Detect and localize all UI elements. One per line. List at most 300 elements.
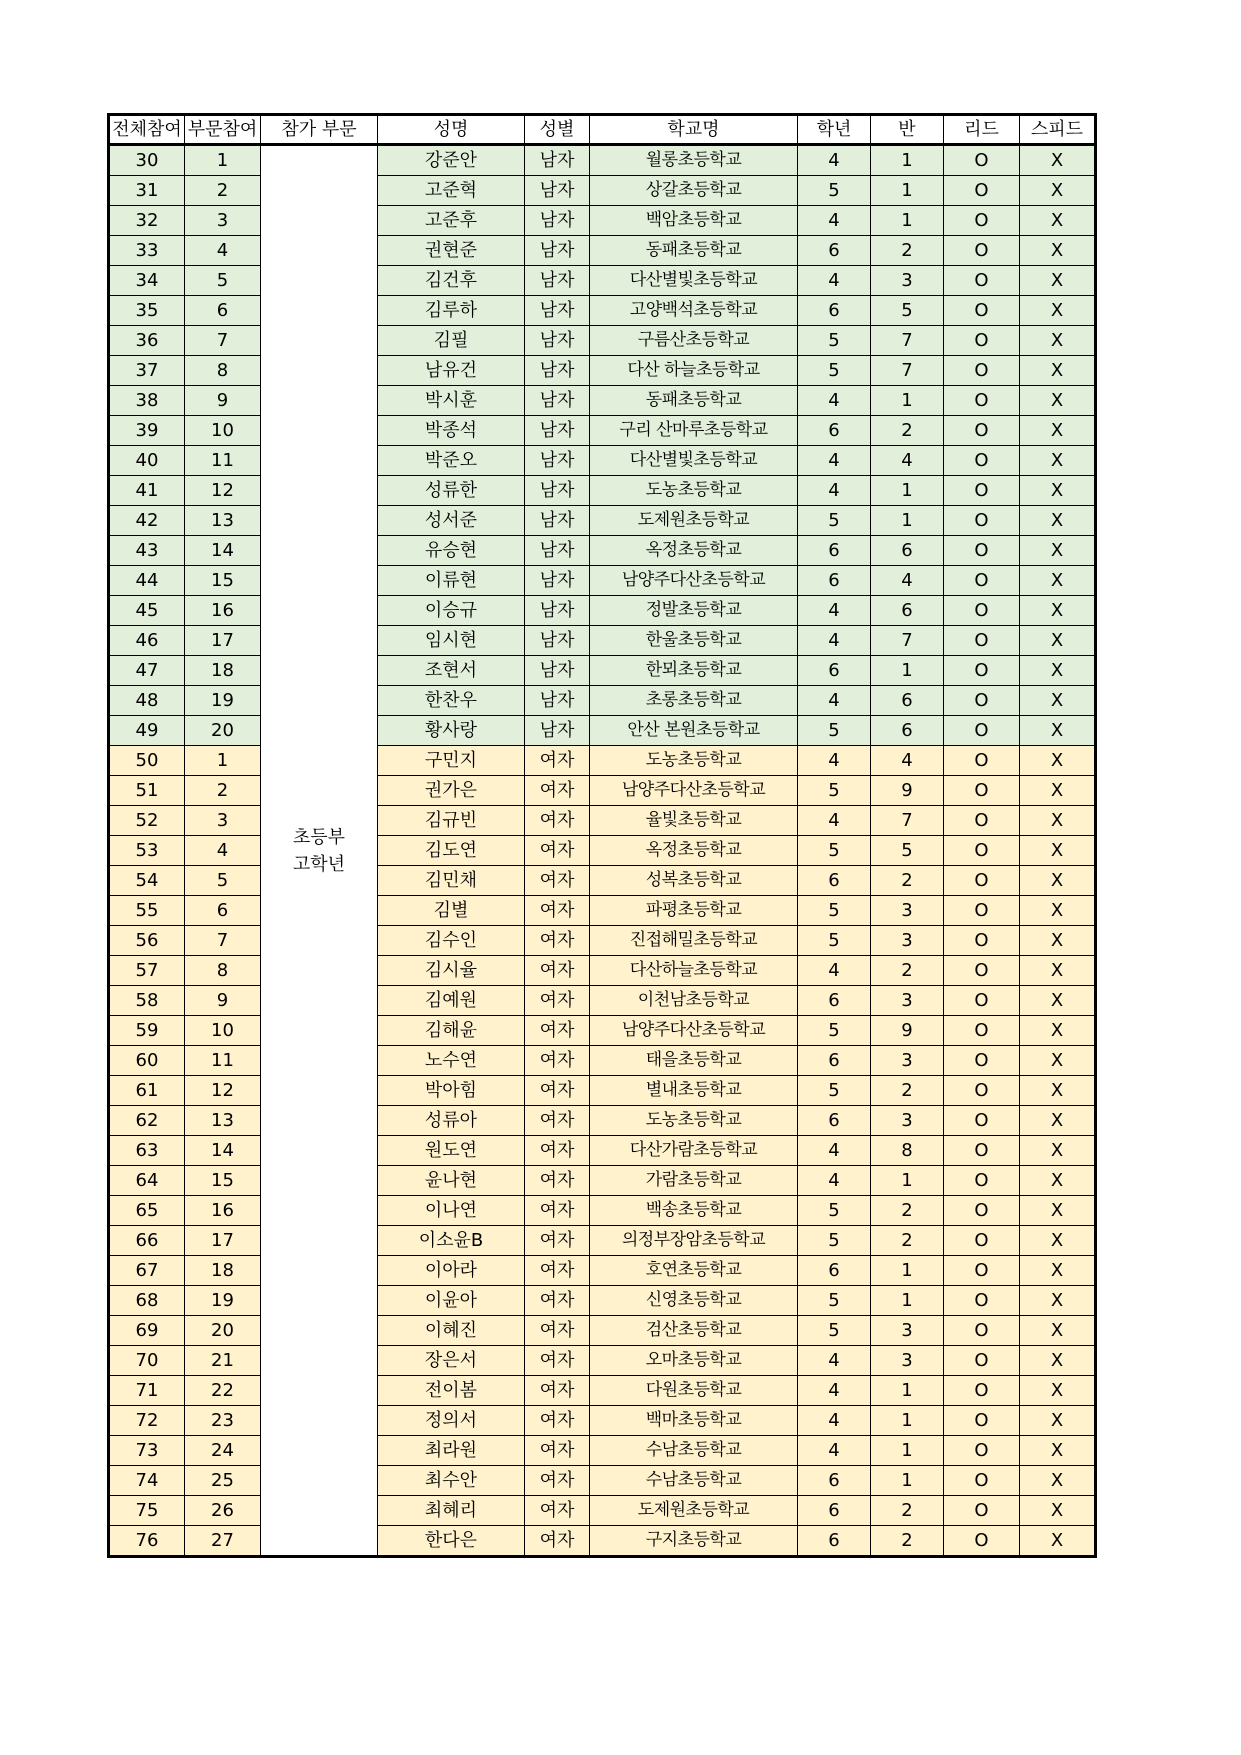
- cell-school: 도농초등학교: [590, 1106, 798, 1136]
- cell-class: 7: [871, 356, 944, 386]
- cell-total-entry: 37: [109, 356, 185, 386]
- cell-class: 1: [871, 1376, 944, 1406]
- cell-section-entry: 4: [185, 836, 261, 866]
- cell-class: 3: [871, 896, 944, 926]
- cell-school: 백마초등학교: [590, 1406, 798, 1436]
- cell-speed: X: [1020, 356, 1096, 386]
- cell-section-entry: 22: [185, 1376, 261, 1406]
- cell-name: 구민지: [378, 746, 525, 776]
- cell-lead: O: [944, 386, 1020, 416]
- cell-school: 오마초등학교: [590, 1346, 798, 1376]
- cell-name: 남유건: [378, 356, 525, 386]
- cell-class: 2: [871, 956, 944, 986]
- cell-school: 초롱초등학교: [590, 686, 798, 716]
- header-section-entry: 부문참여: [185, 115, 261, 145]
- cell-grade: 4: [798, 446, 871, 476]
- table-row: [109, 836, 1096, 866]
- cell-lead: O: [944, 416, 1020, 446]
- table-row: [109, 446, 1096, 476]
- cell-grade: 6: [798, 1046, 871, 1076]
- cell-section-entry: 10: [185, 416, 261, 446]
- cell-speed: X: [1020, 296, 1096, 326]
- cell-school: 의정부장암초등학교: [590, 1226, 798, 1256]
- cell-speed: X: [1020, 716, 1096, 746]
- cell-lead: O: [944, 1526, 1020, 1557]
- cell-name: 강준안: [378, 145, 525, 176]
- header-division: 참가 부문: [261, 115, 378, 145]
- cell-grade: 6: [798, 566, 871, 596]
- cell-lead: O: [944, 566, 1020, 596]
- cell-name: 황사랑: [378, 716, 525, 746]
- cell-class: 6: [871, 596, 944, 626]
- cell-gender: 여자: [525, 1496, 590, 1526]
- cell-speed: X: [1020, 536, 1096, 566]
- table-row: [109, 716, 1096, 746]
- cell-speed: X: [1020, 566, 1096, 596]
- cell-school: 옥정초등학교: [590, 836, 798, 866]
- cell-school: 구지초등학교: [590, 1526, 798, 1557]
- cell-grade: 6: [798, 236, 871, 266]
- cell-gender: 남자: [525, 506, 590, 536]
- cell-section-entry: 11: [185, 446, 261, 476]
- cell-lead: O: [944, 145, 1020, 176]
- cell-name: 고준혁: [378, 176, 525, 206]
- cell-total-entry: 56: [109, 926, 185, 956]
- cell-school: 태을초등학교: [590, 1046, 798, 1076]
- cell-grade: 6: [798, 1106, 871, 1136]
- cell-section-entry: 5: [185, 266, 261, 296]
- cell-school: 구리 산마루초등학교: [590, 416, 798, 446]
- table-row: [109, 626, 1096, 656]
- cell-speed: X: [1020, 506, 1096, 536]
- cell-total-entry: 67: [109, 1256, 185, 1286]
- cell-name: 최혜리: [378, 1496, 525, 1526]
- cell-grade: 4: [798, 145, 871, 176]
- header-class: 반: [871, 115, 944, 145]
- table-row: [109, 176, 1096, 206]
- cell-speed: X: [1020, 1436, 1096, 1466]
- cell-total-entry: 53: [109, 836, 185, 866]
- table-row: [109, 296, 1096, 326]
- cell-name: 한다은: [378, 1526, 525, 1557]
- cell-school: 다산하늘초등학교: [590, 956, 798, 986]
- cell-section-entry: 12: [185, 1076, 261, 1106]
- cell-speed: X: [1020, 866, 1096, 896]
- cell-name: 김루하: [378, 296, 525, 326]
- cell-name: 이아라: [378, 1256, 525, 1286]
- cell-class: 6: [871, 716, 944, 746]
- table-row: [109, 1316, 1096, 1346]
- cell-section-entry: 24: [185, 1436, 261, 1466]
- cell-school: 파평초등학교: [590, 896, 798, 926]
- cell-class: 1: [871, 176, 944, 206]
- cell-total-entry: 49: [109, 716, 185, 746]
- cell-speed: X: [1020, 1106, 1096, 1136]
- cell-class: 3: [871, 1106, 944, 1136]
- cell-lead: O: [944, 1046, 1020, 1076]
- cell-total-entry: 69: [109, 1316, 185, 1346]
- cell-speed: X: [1020, 1046, 1096, 1076]
- table-row: [109, 1076, 1096, 1106]
- cell-total-entry: 55: [109, 896, 185, 926]
- cell-lead: O: [944, 1226, 1020, 1256]
- cell-school: 도농초등학교: [590, 746, 798, 776]
- cell-lead: O: [944, 1346, 1020, 1376]
- cell-lead: O: [944, 656, 1020, 686]
- cell-name: 전이봄: [378, 1376, 525, 1406]
- cell-grade: 5: [798, 506, 871, 536]
- cell-total-entry: 50: [109, 746, 185, 776]
- table-row: [109, 566, 1096, 596]
- cell-total-entry: 70: [109, 1346, 185, 1376]
- cell-grade: 5: [798, 776, 871, 806]
- cell-total-entry: 39: [109, 416, 185, 446]
- cell-lead: O: [944, 476, 1020, 506]
- cell-school: 호연초등학교: [590, 1256, 798, 1286]
- cell-lead: O: [944, 1166, 1020, 1196]
- participant-table: [107, 113, 1097, 1558]
- cell-lead: O: [944, 746, 1020, 776]
- cell-school: 월롱초등학교: [590, 145, 798, 176]
- cell-grade: 6: [798, 1466, 871, 1496]
- cell-class: 4: [871, 566, 944, 596]
- cell-class: 2: [871, 866, 944, 896]
- table-row: [109, 1466, 1096, 1496]
- cell-speed: X: [1020, 1526, 1096, 1557]
- cell-gender: 남자: [525, 716, 590, 746]
- cell-grade: 4: [798, 686, 871, 716]
- cell-speed: X: [1020, 266, 1096, 296]
- cell-class: 1: [871, 1256, 944, 1286]
- header-name: 성명: [378, 115, 525, 145]
- cell-total-entry: 30: [109, 145, 185, 176]
- table-row: [109, 1376, 1096, 1406]
- cell-speed: X: [1020, 1166, 1096, 1196]
- cell-grade: 6: [798, 536, 871, 566]
- cell-section-entry: 11: [185, 1046, 261, 1076]
- cell-class: 5: [871, 296, 944, 326]
- cell-section-entry: 13: [185, 506, 261, 536]
- cell-school: 율빛초등학교: [590, 806, 798, 836]
- cell-name: 한찬우: [378, 686, 525, 716]
- cell-school: 동패초등학교: [590, 386, 798, 416]
- table-row: [109, 1226, 1096, 1256]
- cell-section-entry: 19: [185, 1286, 261, 1316]
- cell-total-entry: 68: [109, 1286, 185, 1316]
- table-row: [109, 1106, 1096, 1136]
- cell-grade: 5: [798, 926, 871, 956]
- cell-total-entry: 46: [109, 626, 185, 656]
- cell-class: 7: [871, 326, 944, 356]
- cell-school: 이천남초등학교: [590, 986, 798, 1016]
- cell-speed: X: [1020, 896, 1096, 926]
- division-label-line: 고학년: [292, 853, 346, 875]
- cell-class: 7: [871, 806, 944, 836]
- cell-school: 다산별빛초등학교: [590, 446, 798, 476]
- table-row: [109, 1196, 1096, 1226]
- table-row: [109, 1526, 1096, 1557]
- cell-name: 김시율: [378, 956, 525, 986]
- cell-section-entry: 17: [185, 626, 261, 656]
- cell-class: 1: [871, 1286, 944, 1316]
- cell-section-entry: 15: [185, 1166, 261, 1196]
- cell-total-entry: 51: [109, 776, 185, 806]
- cell-section-entry: 7: [185, 326, 261, 356]
- header-row: [109, 115, 1096, 145]
- cell-grade: 4: [798, 206, 871, 236]
- cell-total-entry: 52: [109, 806, 185, 836]
- cell-school: 도농초등학교: [590, 476, 798, 506]
- cell-section-entry: 17: [185, 1226, 261, 1256]
- table-row: [109, 1436, 1096, 1466]
- cell-total-entry: 42: [109, 506, 185, 536]
- cell-grade: 4: [798, 626, 871, 656]
- cell-school: 수남초등학교: [590, 1436, 798, 1466]
- cell-gender: 여자: [525, 1376, 590, 1406]
- cell-class: 1: [871, 1466, 944, 1496]
- table-row: [109, 1346, 1096, 1376]
- cell-lead: O: [944, 716, 1020, 746]
- cell-speed: X: [1020, 1376, 1096, 1406]
- cell-school: 다원초등학교: [590, 1376, 798, 1406]
- cell-lead: O: [944, 926, 1020, 956]
- cell-class: 7: [871, 626, 944, 656]
- cell-section-entry: 8: [185, 956, 261, 986]
- cell-grade: 4: [798, 1376, 871, 1406]
- cell-class: 3: [871, 266, 944, 296]
- cell-class: 6: [871, 536, 944, 566]
- cell-grade: 4: [798, 1346, 871, 1376]
- table-row: [109, 776, 1096, 806]
- table-row: [109, 1166, 1096, 1196]
- cell-total-entry: 57: [109, 956, 185, 986]
- table-row: [109, 266, 1096, 296]
- cell-name: 이류현: [378, 566, 525, 596]
- cell-total-entry: 65: [109, 1196, 185, 1226]
- cell-school: 옥정초등학교: [590, 536, 798, 566]
- cell-total-entry: 71: [109, 1376, 185, 1406]
- cell-class: 2: [871, 416, 944, 446]
- cell-grade: 6: [798, 1496, 871, 1526]
- cell-lead: O: [944, 626, 1020, 656]
- cell-speed: X: [1020, 1136, 1096, 1166]
- cell-gender: 여자: [525, 986, 590, 1016]
- table-body: [109, 145, 1096, 1557]
- cell-section-entry: 14: [185, 536, 261, 566]
- cell-total-entry: 40: [109, 446, 185, 476]
- table-row: [109, 476, 1096, 506]
- cell-section-entry: 20: [185, 716, 261, 746]
- cell-class: 1: [871, 656, 944, 686]
- cell-speed: X: [1020, 1076, 1096, 1106]
- table-row: [109, 926, 1096, 956]
- cell-name: 박아힘: [378, 1076, 525, 1106]
- cell-gender: 여자: [525, 896, 590, 926]
- cell-section-entry: 6: [185, 896, 261, 926]
- cell-class: 1: [871, 506, 944, 536]
- cell-speed: X: [1020, 986, 1096, 1016]
- cell-speed: X: [1020, 176, 1096, 206]
- cell-lead: O: [944, 206, 1020, 236]
- table-row: [109, 656, 1096, 686]
- table-row: [109, 236, 1096, 266]
- cell-speed: X: [1020, 1316, 1096, 1346]
- cell-section-entry: 13: [185, 1106, 261, 1136]
- cell-section-entry: 18: [185, 656, 261, 686]
- cell-lead: O: [944, 506, 1020, 536]
- cell-grade: 4: [798, 956, 871, 986]
- cell-section-entry: 1: [185, 145, 261, 176]
- cell-name: 성서준: [378, 506, 525, 536]
- cell-class: 2: [871, 236, 944, 266]
- cell-lead: O: [944, 1406, 1020, 1436]
- cell-school: 동패초등학교: [590, 236, 798, 266]
- cell-total-entry: 60: [109, 1046, 185, 1076]
- cell-lead: O: [944, 1256, 1020, 1286]
- cell-lead: O: [944, 1436, 1020, 1466]
- cell-name: 김수인: [378, 926, 525, 956]
- table-row: [109, 326, 1096, 356]
- cell-gender: 남자: [525, 296, 590, 326]
- cell-grade: 6: [798, 866, 871, 896]
- cell-speed: X: [1020, 476, 1096, 506]
- cell-grade: 6: [798, 986, 871, 1016]
- cell-total-entry: 35: [109, 296, 185, 326]
- cell-gender: 여자: [525, 776, 590, 806]
- cell-lead: O: [944, 326, 1020, 356]
- cell-school: 수남초등학교: [590, 1466, 798, 1496]
- cell-grade: 5: [798, 1196, 871, 1226]
- cell-total-entry: 54: [109, 866, 185, 896]
- cell-gender: 여자: [525, 1136, 590, 1166]
- cell-grade: 6: [798, 416, 871, 446]
- cell-lead: O: [944, 836, 1020, 866]
- table-row: [109, 536, 1096, 566]
- cell-lead: O: [944, 536, 1020, 566]
- cell-lead: O: [944, 1376, 1020, 1406]
- cell-name: 조현서: [378, 656, 525, 686]
- cell-gender: 여자: [525, 1286, 590, 1316]
- cell-gender: 여자: [525, 1436, 590, 1466]
- cell-school: 백암초등학교: [590, 206, 798, 236]
- cell-speed: X: [1020, 416, 1096, 446]
- cell-total-entry: 64: [109, 1166, 185, 1196]
- cell-grade: 4: [798, 476, 871, 506]
- cell-section-entry: 2: [185, 176, 261, 206]
- cell-class: 1: [871, 476, 944, 506]
- cell-gender: 남자: [525, 206, 590, 236]
- cell-total-entry: 31: [109, 176, 185, 206]
- cell-class: 1: [871, 1436, 944, 1466]
- table-row: [109, 596, 1096, 626]
- cell-name: 권가은: [378, 776, 525, 806]
- cell-speed: X: [1020, 236, 1096, 266]
- cell-school: 별내초등학교: [590, 1076, 798, 1106]
- cell-total-entry: 59: [109, 1016, 185, 1046]
- table-row: [109, 386, 1096, 416]
- cell-grade: 6: [798, 1256, 871, 1286]
- cell-lead: O: [944, 1316, 1020, 1346]
- cell-gender: 여자: [525, 1316, 590, 1346]
- cell-name: 윤나현: [378, 1166, 525, 1196]
- cell-gender: 여자: [525, 1166, 590, 1196]
- cell-section-entry: 3: [185, 206, 261, 236]
- cell-speed: X: [1020, 1466, 1096, 1496]
- cell-lead: O: [944, 446, 1020, 476]
- cell-school: 가람초등학교: [590, 1166, 798, 1196]
- cell-grade: 5: [798, 176, 871, 206]
- table-row: [109, 1286, 1096, 1316]
- cell-grade: 4: [798, 1436, 871, 1466]
- cell-gender: 여자: [525, 1106, 590, 1136]
- cell-speed: X: [1020, 686, 1096, 716]
- cell-lead: O: [944, 1136, 1020, 1166]
- cell-school: 상갈초등학교: [590, 176, 798, 206]
- cell-section-entry: 21: [185, 1346, 261, 1376]
- cell-class: 9: [871, 776, 944, 806]
- cell-total-entry: 61: [109, 1076, 185, 1106]
- cell-total-entry: 74: [109, 1466, 185, 1496]
- cell-class: 1: [871, 1166, 944, 1196]
- cell-name: 박종석: [378, 416, 525, 446]
- cell-class: 4: [871, 446, 944, 476]
- cell-name: 김해윤: [378, 1016, 525, 1046]
- table-row: [109, 1046, 1096, 1076]
- cell-school: 안산 본원초등학교: [590, 716, 798, 746]
- cell-lead: O: [944, 1496, 1020, 1526]
- cell-name: 이혜진: [378, 1316, 525, 1346]
- cell-class: 8: [871, 1136, 944, 1166]
- cell-gender: 남자: [525, 416, 590, 446]
- cell-speed: X: [1020, 326, 1096, 356]
- cell-class: 5: [871, 836, 944, 866]
- cell-name: 이승규: [378, 596, 525, 626]
- cell-school: 정발초등학교: [590, 596, 798, 626]
- cell-lead: O: [944, 296, 1020, 326]
- cell-total-entry: 43: [109, 536, 185, 566]
- cell-speed: X: [1020, 446, 1096, 476]
- table-row: [109, 506, 1096, 536]
- table-row: [109, 1496, 1096, 1526]
- cell-name: 성류한: [378, 476, 525, 506]
- cell-grade: 5: [798, 1286, 871, 1316]
- cell-lead: O: [944, 1106, 1020, 1136]
- header-school: 학교명: [590, 115, 798, 145]
- cell-gender: 여자: [525, 956, 590, 986]
- cell-school: 다산별빛초등학교: [590, 266, 798, 296]
- cell-class: 3: [871, 926, 944, 956]
- cell-lead: O: [944, 1076, 1020, 1106]
- cell-lead: O: [944, 1286, 1020, 1316]
- cell-gender: 남자: [525, 176, 590, 206]
- cell-speed: X: [1020, 956, 1096, 986]
- cell-total-entry: 45: [109, 596, 185, 626]
- cell-section-entry: 3: [185, 806, 261, 836]
- cell-section-entry: 6: [185, 296, 261, 326]
- cell-section-entry: 15: [185, 566, 261, 596]
- cell-gender: 남자: [525, 236, 590, 266]
- cell-grade: 5: [798, 1226, 871, 1256]
- cell-school: 신영초등학교: [590, 1286, 798, 1316]
- cell-class: 3: [871, 1046, 944, 1076]
- cell-school: 백송초등학교: [590, 1196, 798, 1226]
- cell-lead: O: [944, 776, 1020, 806]
- cell-section-entry: 1: [185, 746, 261, 776]
- cell-gender: 여자: [525, 1196, 590, 1226]
- cell-gender: 남자: [525, 536, 590, 566]
- cell-name: 고준후: [378, 206, 525, 236]
- cell-lead: O: [944, 356, 1020, 386]
